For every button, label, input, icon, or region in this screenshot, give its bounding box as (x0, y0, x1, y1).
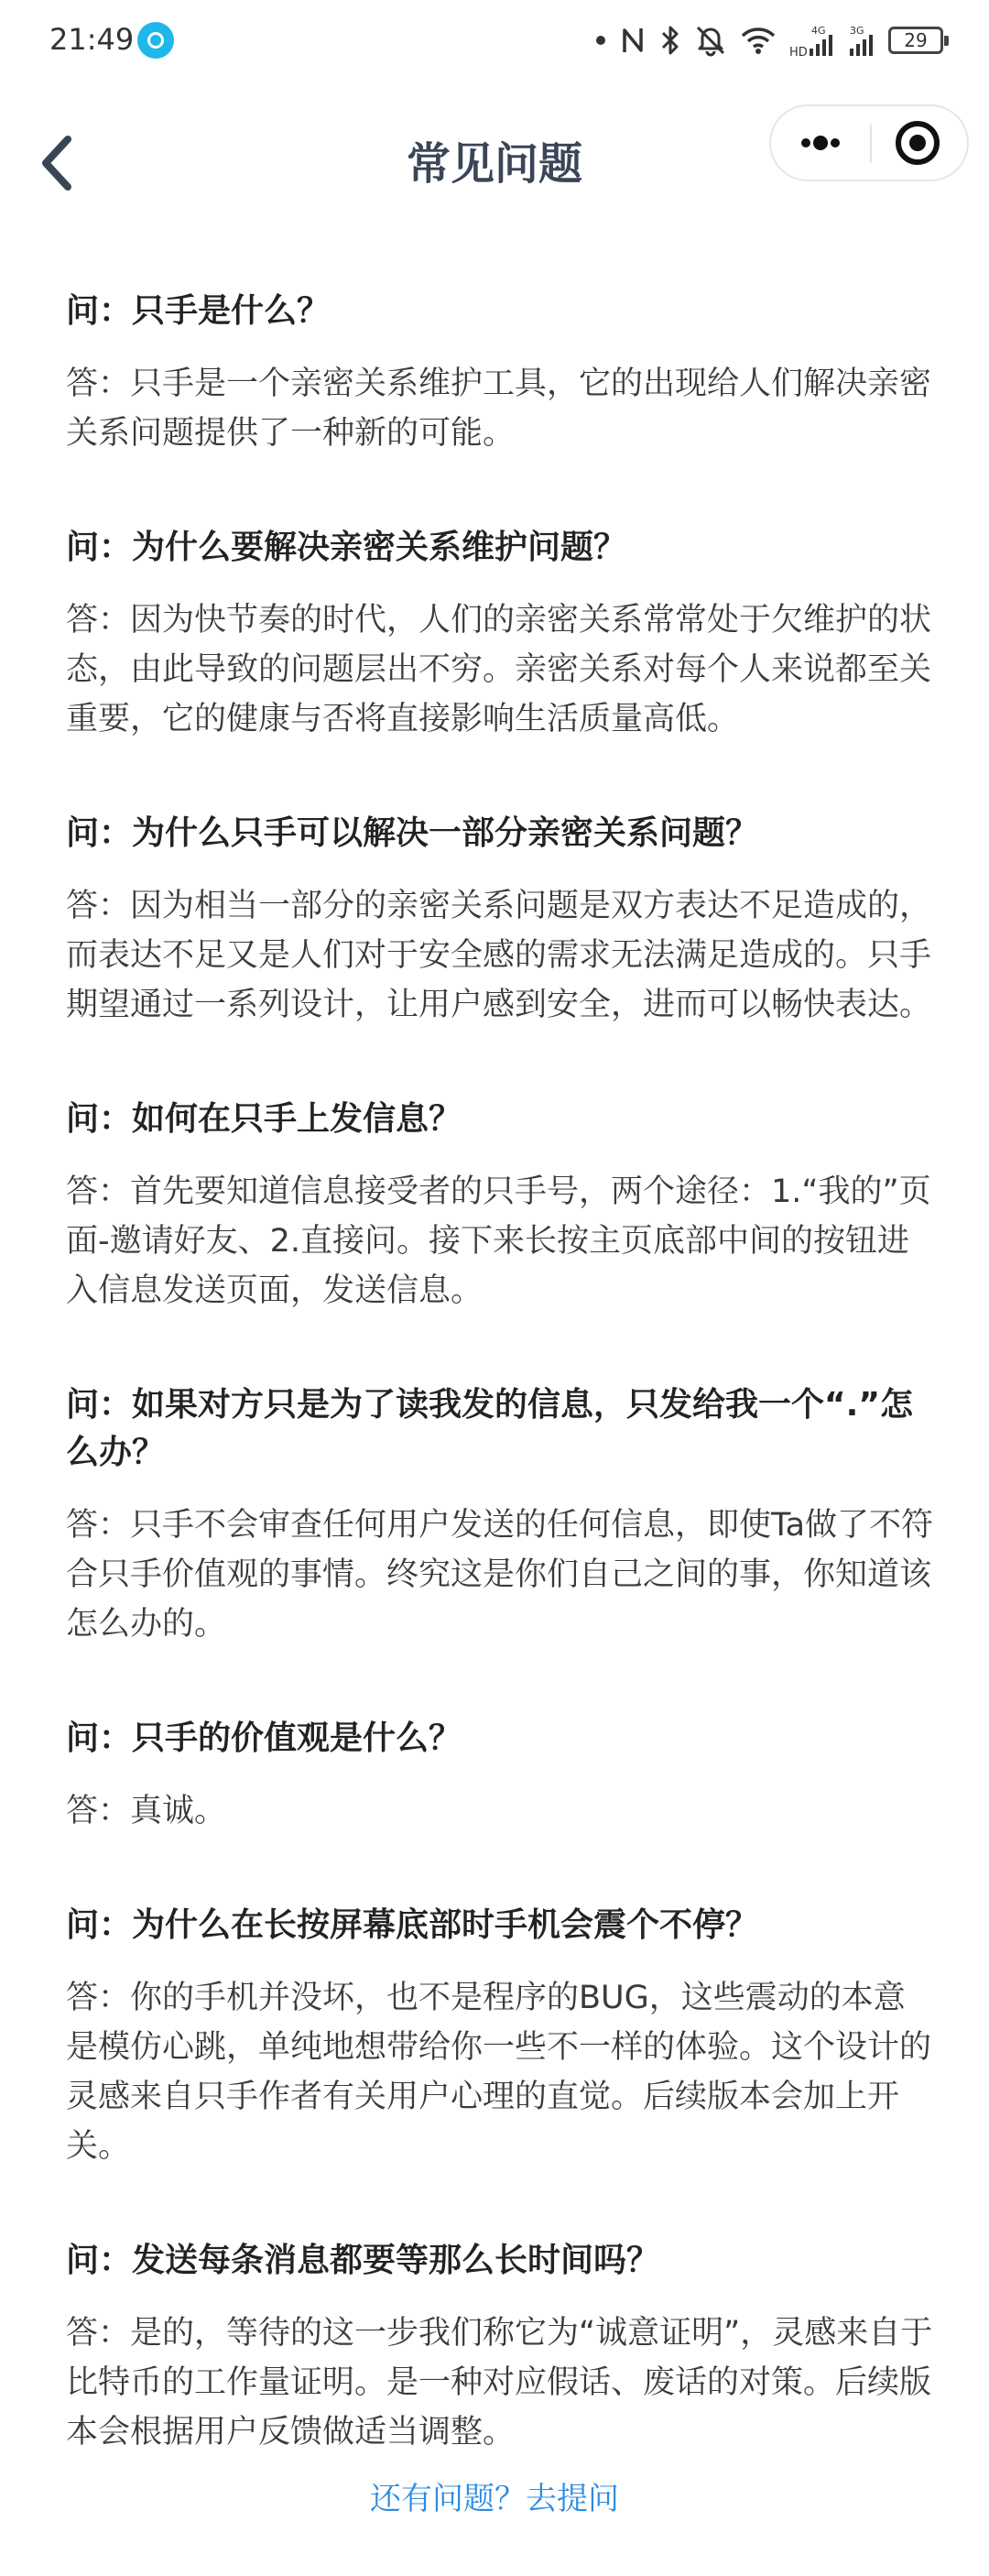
faq-question: 问：发送每条消息都要等那么长时间吗？ (66, 2242, 660, 2279)
faq-answer: 答：只手不会审查任何用户发送的任何信息，即使Ta做了不符合只手价值观的事情。终究这是你们自己之间的事，你知道该怎么办的。 (66, 1507, 934, 1643)
bluetooth-icon (659, 24, 681, 57)
faq-question: 问：只手是什么？ (66, 292, 331, 330)
faq-answer: 答：你的手机并没坏，也不是程序的BUG，这些震动的本意是模仿心跳，单纯地想带给你一些不一样的体验。这个设计的灵感来自只手作者有关用户心理的直觉。后续版本会加上开关。 (66, 1980, 932, 2165)
faq-item (66, 1096, 936, 1315)
more-dots-icon (771, 106, 870, 180)
faq-item (66, 1381, 936, 1649)
faq-item (66, 288, 936, 458)
network-3g-label: 3G (850, 25, 864, 37)
status-bar (0, 0, 989, 82)
dot-icon (595, 35, 606, 46)
nfc-icon (619, 25, 647, 56)
faq-question: 问：如果对方只是为了读我发的信息，只发给我一个“.”怎么办？ (66, 1386, 913, 1471)
battery-icon: 29 (888, 27, 943, 54)
more-button[interactable] (771, 106, 870, 180)
mute-icon (694, 24, 727, 57)
wifi-icon (740, 26, 777, 55)
page-title: 常见问题 (406, 138, 582, 190)
signal-3g-icon (848, 23, 875, 58)
hd-label: HD (789, 46, 808, 58)
faq-question: 问：为什么只手可以解决一部分亲密关系问题？ (66, 814, 759, 852)
status-icons (595, 20, 943, 60)
network-4g-label: 4G (811, 25, 826, 37)
faq-answer: 答：真诚。 (66, 1793, 227, 1829)
faq-question: 问：为什么要解决亲密关系维护问题？ (66, 529, 627, 566)
app-notification-icon (137, 22, 174, 59)
mini-program-capsule (769, 104, 969, 181)
faq-list (66, 288, 936, 2523)
faq-answer: 答：首先要知道信息接受者的只手号，两个途径：1.“我的”页面-邀请好友、2.直接问。接下来长按主页底部中间的按钮进入信息发送页面，发送信息。 (66, 1173, 931, 1309)
faq-item (66, 810, 936, 1030)
faq-question: 问：为什么在长按屏幕底部时手机会震个不停？ (66, 1906, 759, 1944)
faq-question: 问：只手的价值观是什么？ (66, 1719, 462, 1757)
faq-item (66, 1715, 936, 1836)
faq-answer: 答：是的，等待的这一步我们称它为“诚意证明”，灵感来自于比特币的工作量证明。是一种对应假话、废话的对策。后续版本会根据用户反馈做适当调整。 (66, 2315, 933, 2450)
close-button[interactable] (870, 106, 967, 180)
faq-item (66, 524, 936, 744)
faq-answer: 答：因为快节奏的时代，人们的亲密关系常常处于欠维护的状态，由此导致的问题层出不穷。亲密关系对每个人来说都至关重要，它的健康与否将直接影响生活质量高低。 (66, 602, 932, 737)
faq-item (66, 1902, 936, 2171)
faq-item (66, 2237, 936, 2457)
target-close-icon (870, 106, 967, 180)
faq-question: 问：如何在只手上发信息？ (66, 1100, 462, 1138)
faq-answer: 答：只手是一个亲密关系维护工具，它的出现给人们解决亲密关系问题提供了一种新的可能。 (66, 366, 932, 452)
nav-bar (0, 92, 989, 229)
signal-4g-icon (789, 23, 835, 58)
status-time: 21:49 (49, 22, 135, 57)
ask-question-link[interactable]: 还有问题？去提问 (370, 2481, 619, 2517)
faq-answer: 答：因为相当一部分的亲密关系问题是双方表达不足造成的，而表达不足又是人们对于安全感的需求无法满足造成的。只手期望通过一系列设计，让用户感到安全，进而可以畅快表达。 (66, 888, 932, 1023)
